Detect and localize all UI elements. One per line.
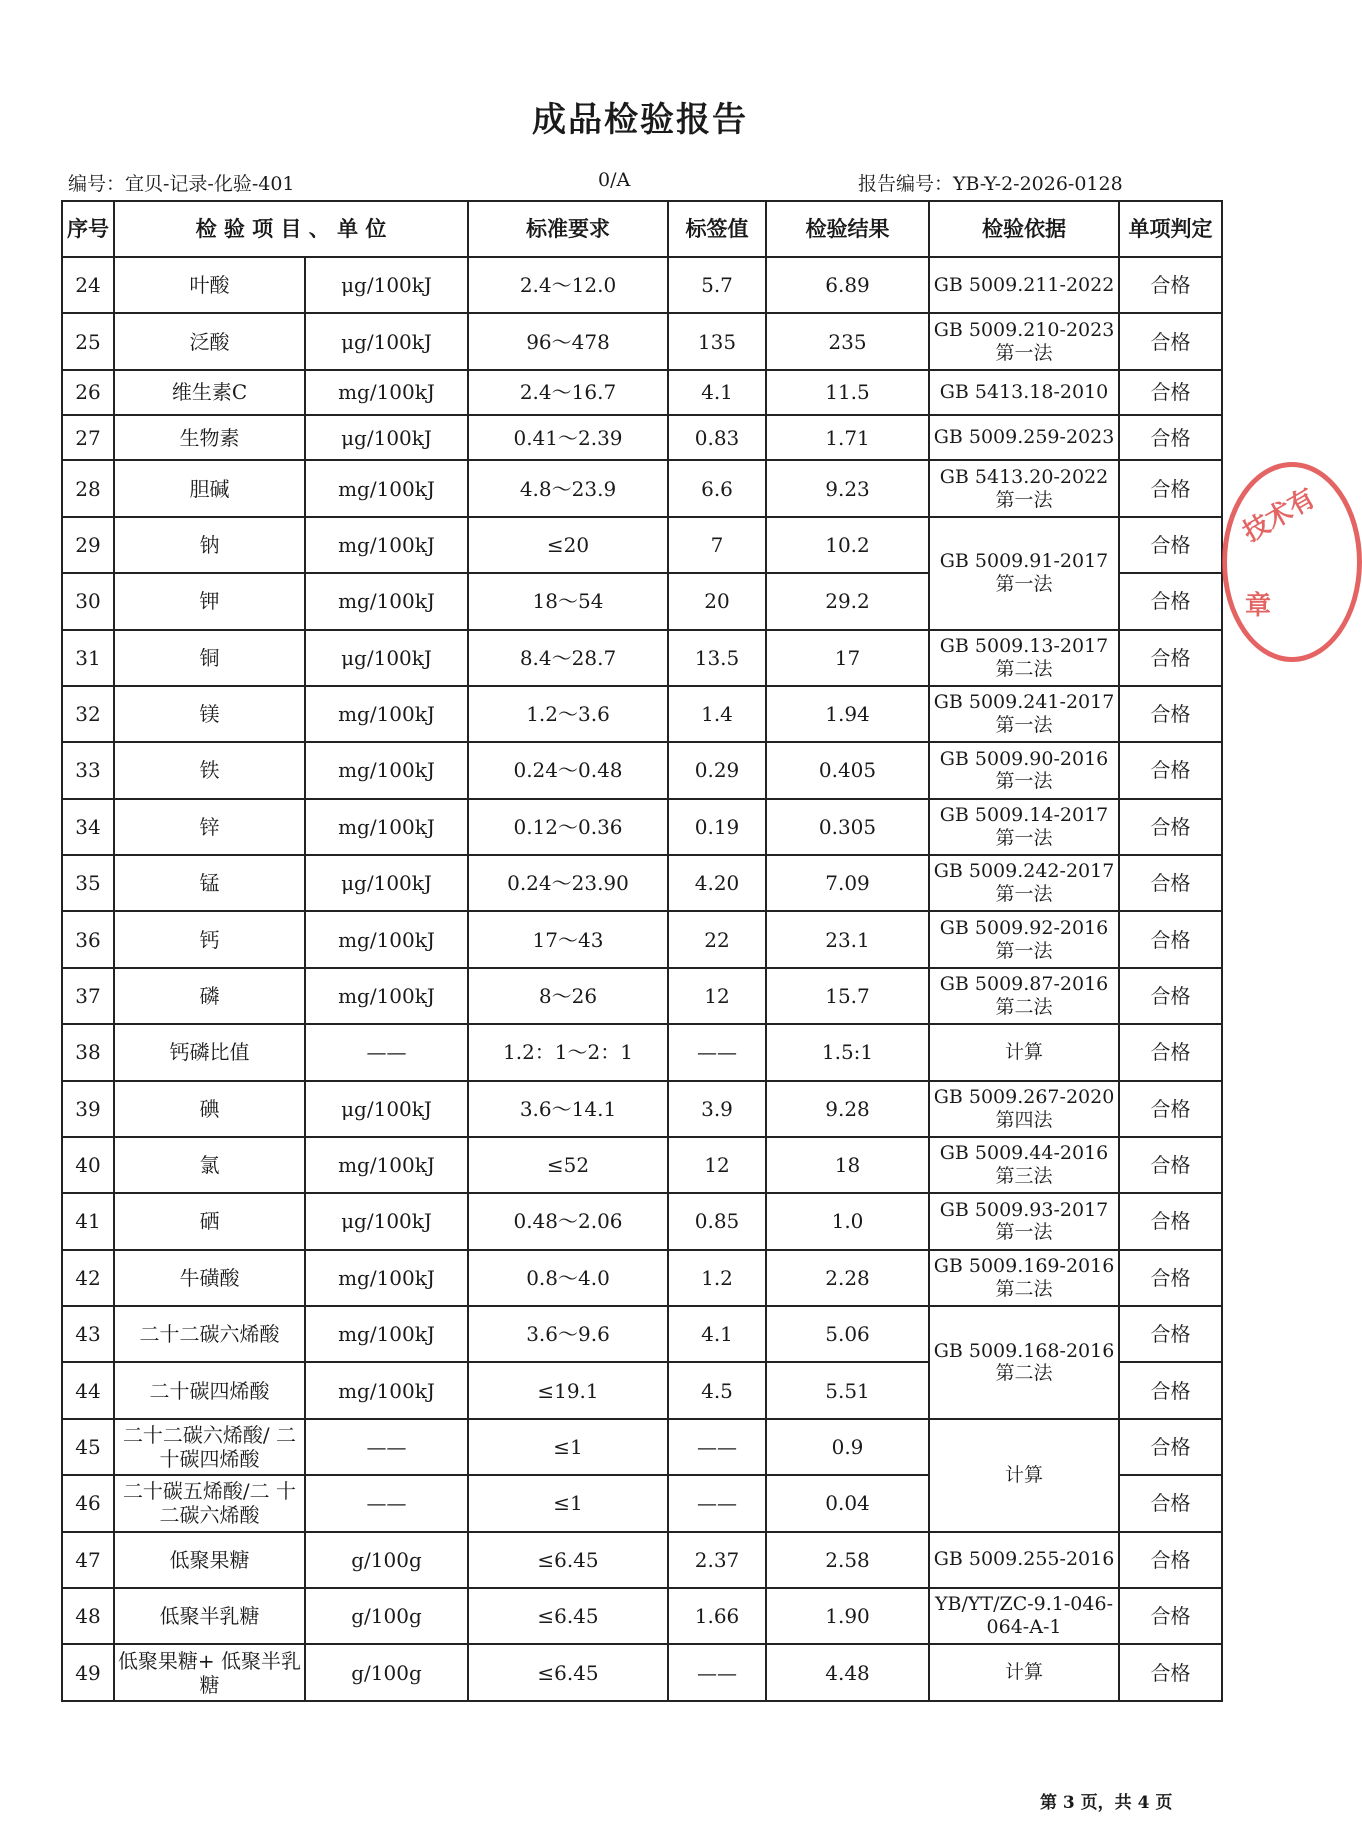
header-basis: 检验依据: [929, 201, 1119, 257]
row-number: 42: [62, 1250, 114, 1306]
test-basis: GB 5009.91-2017 第一法: [929, 517, 1119, 630]
test-result: 1.0: [766, 1193, 929, 1249]
item-name: 低聚果糖: [114, 1532, 305, 1588]
standard-requirement: 8.4～28.7: [468, 630, 668, 686]
item-unit: mg/100kJ: [305, 370, 468, 415]
standard-requirement: ≤6.45: [468, 1532, 668, 1588]
report-number: 报告编号：YB-Y-2-2026-0128: [858, 173, 1123, 195]
row-number: 30: [62, 573, 114, 629]
table-row: [62, 1137, 1222, 1193]
item-unit: ——: [305, 1419, 468, 1475]
test-result: 23.1: [766, 911, 929, 967]
row-number: 28: [62, 460, 114, 516]
record-number: 编号：宜贝-记录-化验-401: [68, 173, 295, 195]
test-result: 1.90: [766, 1588, 929, 1644]
test-result: 6.89: [766, 257, 929, 313]
standard-requirement: 18～54: [468, 573, 668, 629]
test-basis: GB 5009.87-2016 第二法: [929, 968, 1119, 1024]
label-value: 135: [668, 313, 766, 369]
standard-requirement: 4.8～23.9: [468, 460, 668, 516]
table-row: [62, 1532, 1222, 1588]
verdict: 合格: [1119, 1306, 1222, 1362]
label-value: 0.29: [668, 742, 766, 798]
item-unit: mg/100kJ: [305, 1137, 468, 1193]
test-result: 10.2: [766, 517, 929, 573]
header-label-value: 标签值: [668, 201, 766, 257]
verdict: 合格: [1119, 1475, 1222, 1531]
verdict: 合格: [1119, 1193, 1222, 1249]
test-result: 0.04: [766, 1475, 929, 1531]
verdict: 合格: [1119, 1588, 1222, 1644]
test-result: 0.9: [766, 1419, 929, 1475]
item-name: 牛磺酸: [114, 1250, 305, 1306]
row-number: 40: [62, 1137, 114, 1193]
test-result: 5.06: [766, 1306, 929, 1362]
row-number: 43: [62, 1306, 114, 1362]
table-row: [62, 415, 1222, 460]
verdict: 合格: [1119, 742, 1222, 798]
item-unit: μg/100kJ: [305, 313, 468, 369]
test-basis: GB 5009.169-2016 第二法: [929, 1250, 1119, 1306]
item-unit: mg/100kJ: [305, 968, 468, 1024]
item-name: 磷: [114, 968, 305, 1024]
test-result: 9.23: [766, 460, 929, 516]
item-name: 碘: [114, 1081, 305, 1137]
row-number: 29: [62, 517, 114, 573]
item-name: 二十碳五烯酸/二 十二碳六烯酸: [114, 1475, 305, 1531]
table-row: [62, 742, 1222, 798]
item-name: 二十二碳六烯酸: [114, 1306, 305, 1362]
verdict: 合格: [1119, 1532, 1222, 1588]
test-basis: 计算: [929, 1024, 1119, 1080]
standard-requirement: ≤1: [468, 1475, 668, 1531]
item-name: 氯: [114, 1137, 305, 1193]
row-number: 25: [62, 313, 114, 369]
test-result: 5.51: [766, 1362, 929, 1418]
label-value: 3.9: [668, 1081, 766, 1137]
item-unit: μg/100kJ: [305, 630, 468, 686]
table-row: [62, 1024, 1222, 1080]
standard-requirement: ≤19.1: [468, 1362, 668, 1418]
label-value: 0.19: [668, 799, 766, 855]
header-result: 检验结果: [766, 201, 929, 257]
row-number: 45: [62, 1419, 114, 1475]
verdict: 合格: [1119, 573, 1222, 629]
item-name: 胆碱: [114, 460, 305, 516]
row-number: 34: [62, 799, 114, 855]
report-title: 成品检验报告: [532, 100, 748, 140]
label-value: 1.4: [668, 686, 766, 742]
item-unit: mg/100kJ: [305, 799, 468, 855]
test-result: 17: [766, 630, 929, 686]
item-name: 锰: [114, 855, 305, 911]
standard-requirement: 0.24～0.48: [468, 742, 668, 798]
label-value: 0.83: [668, 415, 766, 460]
table-row: [62, 911, 1222, 967]
test-result: 2.58: [766, 1532, 929, 1588]
test-basis: YB/YT/ZC-9.1-046- 064-A-1: [929, 1588, 1119, 1644]
verdict: 合格: [1119, 415, 1222, 460]
standard-requirement: 0.8～4.0: [468, 1250, 668, 1306]
item-name: 钠: [114, 517, 305, 573]
item-unit: mg/100kJ: [305, 517, 468, 573]
test-result: 4.48: [766, 1644, 929, 1701]
test-basis: GB 5009.13-2017 第二法: [929, 630, 1119, 686]
test-result: 15.7: [766, 968, 929, 1024]
table-row: [62, 630, 1222, 686]
item-unit: μg/100kJ: [305, 1081, 468, 1137]
standard-requirement: 0.12～0.36: [468, 799, 668, 855]
verdict: 合格: [1119, 1250, 1222, 1306]
table-row: [62, 517, 1222, 573]
test-result: 0.405: [766, 742, 929, 798]
label-value: 7: [668, 517, 766, 573]
row-number: 26: [62, 370, 114, 415]
test-basis: GB 5009.259-2023: [929, 415, 1119, 460]
item-name: 维生素C: [114, 370, 305, 415]
verdict: 合格: [1119, 911, 1222, 967]
standard-requirement: 2.4～12.0: [468, 257, 668, 313]
test-result: 1.5:1: [766, 1024, 929, 1080]
row-number: 36: [62, 911, 114, 967]
item-name: 钙: [114, 911, 305, 967]
label-value: ——: [668, 1644, 766, 1701]
item-name: 铁: [114, 742, 305, 798]
item-unit: mg/100kJ: [305, 460, 468, 516]
test-basis: GB 5009.92-2016 第一法: [929, 911, 1119, 967]
verdict: 合格: [1119, 1137, 1222, 1193]
table-row: [62, 799, 1222, 855]
verdict: 合格: [1119, 460, 1222, 516]
standard-requirement: ≤52: [468, 1137, 668, 1193]
row-number: 39: [62, 1081, 114, 1137]
label-value: 4.1: [668, 1306, 766, 1362]
table-row: [62, 1588, 1222, 1644]
table-row: [62, 460, 1222, 516]
seal-text: 技术有: [1237, 483, 1321, 549]
table-row: [62, 968, 1222, 1024]
item-name: 钾: [114, 573, 305, 629]
test-basis: 计算: [929, 1419, 1119, 1532]
item-unit: mg/100kJ: [305, 742, 468, 798]
item-unit: ——: [305, 1475, 468, 1531]
row-number: 41: [62, 1193, 114, 1249]
test-result: 2.28: [766, 1250, 929, 1306]
label-value: ——: [668, 1024, 766, 1080]
test-basis: GB 5009.241-2017 第一法: [929, 686, 1119, 742]
label-value: 4.5: [668, 1362, 766, 1418]
item-name: 硒: [114, 1193, 305, 1249]
standard-requirement: 3.6～14.1: [468, 1081, 668, 1137]
label-value: 6.6: [668, 460, 766, 516]
item-name: 镁: [114, 686, 305, 742]
row-number: 33: [62, 742, 114, 798]
row-number: 35: [62, 855, 114, 911]
verdict: 合格: [1119, 1362, 1222, 1418]
table-row: [62, 855, 1222, 911]
label-value: 13.5: [668, 630, 766, 686]
standard-requirement: 2.4～16.7: [468, 370, 668, 415]
verdict: 合格: [1119, 968, 1222, 1024]
test-result: 18: [766, 1137, 929, 1193]
seal-text: 章: [1245, 591, 1272, 621]
row-number: 32: [62, 686, 114, 742]
table-row: [62, 1419, 1222, 1475]
standard-requirement: 0.48～2.06: [468, 1193, 668, 1249]
test-result: 1.71: [766, 415, 929, 460]
item-unit: ——: [305, 1024, 468, 1080]
standard-requirement: ≤6.45: [468, 1588, 668, 1644]
table-row: [62, 1644, 1222, 1701]
test-basis: GB 5009.255-2016: [929, 1532, 1119, 1588]
verdict: 合格: [1119, 1419, 1222, 1475]
page-number: 第 3 页，共 4 页: [1040, 1793, 1173, 1813]
verdict: 合格: [1119, 799, 1222, 855]
header-standard: 标准要求: [468, 201, 668, 257]
item-name: 钙磷比值: [114, 1024, 305, 1080]
table-body: [62, 257, 1222, 1701]
test-basis: GB 5413.20-2022 第一法: [929, 460, 1119, 516]
table-row: [62, 1081, 1222, 1137]
standard-requirement: 96～478: [468, 313, 668, 369]
item-name: 二十二碳六烯酸/ 二十碳四烯酸: [114, 1419, 305, 1475]
standard-requirement: 17～43: [468, 911, 668, 967]
inspection-table: [61, 200, 1223, 1702]
row-number: 37: [62, 968, 114, 1024]
item-unit: μg/100kJ: [305, 1193, 468, 1249]
verdict: 合格: [1119, 257, 1222, 313]
verdict: 合格: [1119, 370, 1222, 415]
test-result: 11.5: [766, 370, 929, 415]
verdict: 合格: [1119, 855, 1222, 911]
item-name: 二十碳四烯酸: [114, 1362, 305, 1418]
standard-requirement: 3.6～9.6: [468, 1306, 668, 1362]
item-name: 泛酸: [114, 313, 305, 369]
item-unit: g/100g: [305, 1588, 468, 1644]
label-value: 4.1: [668, 370, 766, 415]
item-unit: mg/100kJ: [305, 686, 468, 742]
item-name: 低聚半乳糖: [114, 1588, 305, 1644]
company-seal: [1222, 462, 1362, 662]
item-unit: g/100g: [305, 1532, 468, 1588]
row-number: 48: [62, 1588, 114, 1644]
item-name: 锌: [114, 799, 305, 855]
table-header-row: [62, 201, 1222, 257]
label-value: 22: [668, 911, 766, 967]
test-result: 0.305: [766, 799, 929, 855]
item-unit: mg/100kJ: [305, 1250, 468, 1306]
version-number: 0/A: [598, 169, 631, 191]
standard-requirement: ≤6.45: [468, 1644, 668, 1701]
label-value: 2.37: [668, 1532, 766, 1588]
header-verdict: 单项判定: [1119, 201, 1222, 257]
item-name: 叶酸: [114, 257, 305, 313]
row-number: 27: [62, 415, 114, 460]
test-basis: GB 5009.168-2016 第二法: [929, 1306, 1119, 1419]
verdict: 合格: [1119, 313, 1222, 369]
label-value: 12: [668, 1137, 766, 1193]
table-row: [62, 257, 1222, 313]
item-unit: mg/100kJ: [305, 1306, 468, 1362]
item-unit: mg/100kJ: [305, 573, 468, 629]
test-result: 7.09: [766, 855, 929, 911]
row-number: 46: [62, 1475, 114, 1531]
test-result: 29.2: [766, 573, 929, 629]
verdict: 合格: [1119, 1081, 1222, 1137]
table-row: [62, 1193, 1222, 1249]
row-number: 24: [62, 257, 114, 313]
row-number: 38: [62, 1024, 114, 1080]
label-value: 20: [668, 573, 766, 629]
item-name: 生物素: [114, 415, 305, 460]
standard-requirement: 1.2：1～2：1: [468, 1024, 668, 1080]
row-number: 31: [62, 630, 114, 686]
standard-requirement: ≤20: [468, 517, 668, 573]
row-number: 44: [62, 1362, 114, 1418]
standard-requirement: 0.41～2.39: [468, 415, 668, 460]
standard-requirement: ≤1: [468, 1419, 668, 1475]
test-basis: GB 5009.44-2016 第三法: [929, 1137, 1119, 1193]
test-basis: GB 5009.90-2016 第一法: [929, 742, 1119, 798]
table-row: [62, 313, 1222, 369]
item-unit: g/100g: [305, 1644, 468, 1701]
verdict: 合格: [1119, 517, 1222, 573]
table-row: [62, 1250, 1222, 1306]
label-value: 4.20: [668, 855, 766, 911]
table-row: [62, 686, 1222, 742]
table-row: [62, 370, 1222, 415]
label-value: ——: [668, 1475, 766, 1531]
test-result: 1.94: [766, 686, 929, 742]
test-result: 235: [766, 313, 929, 369]
item-unit: μg/100kJ: [305, 855, 468, 911]
test-basis: GB 5009.242-2017 第一法: [929, 855, 1119, 911]
test-basis: GB 5009.210-2023 第一法: [929, 313, 1119, 369]
label-value: 12: [668, 968, 766, 1024]
row-number: 49: [62, 1644, 114, 1701]
header-item-unit: 检 验 项 目 、 单 位: [114, 201, 468, 257]
test-basis: GB 5009.93-2017 第一法: [929, 1193, 1119, 1249]
test-basis: GB 5009.211-2022: [929, 257, 1119, 313]
item-unit: μg/100kJ: [305, 257, 468, 313]
label-value: 5.7: [668, 257, 766, 313]
standard-requirement: 1.2～3.6: [468, 686, 668, 742]
test-basis: GB 5413.18-2010: [929, 370, 1119, 415]
label-value: 1.2: [668, 1250, 766, 1306]
test-basis: GB 5009.14-2017 第一法: [929, 799, 1119, 855]
item-unit: mg/100kJ: [305, 1362, 468, 1418]
item-name: 铜: [114, 630, 305, 686]
label-value: 1.66: [668, 1588, 766, 1644]
table-row: [62, 1306, 1222, 1362]
test-result: 9.28: [766, 1081, 929, 1137]
item-unit: μg/100kJ: [305, 415, 468, 460]
item-name: 低聚果糖+ 低聚半乳糖: [114, 1644, 305, 1701]
verdict: 合格: [1119, 630, 1222, 686]
row-number: 47: [62, 1532, 114, 1588]
label-value: ——: [668, 1419, 766, 1475]
test-basis: 计算: [929, 1644, 1119, 1701]
verdict: 合格: [1119, 1024, 1222, 1080]
verdict: 合格: [1119, 686, 1222, 742]
standard-requirement: 0.24～23.90: [468, 855, 668, 911]
label-value: 0.85: [668, 1193, 766, 1249]
verdict: 合格: [1119, 1644, 1222, 1701]
header-no: 序号: [62, 201, 114, 257]
test-basis: GB 5009.267-2020 第四法: [929, 1081, 1119, 1137]
item-unit: mg/100kJ: [305, 911, 468, 967]
standard-requirement: 8～26: [468, 968, 668, 1024]
